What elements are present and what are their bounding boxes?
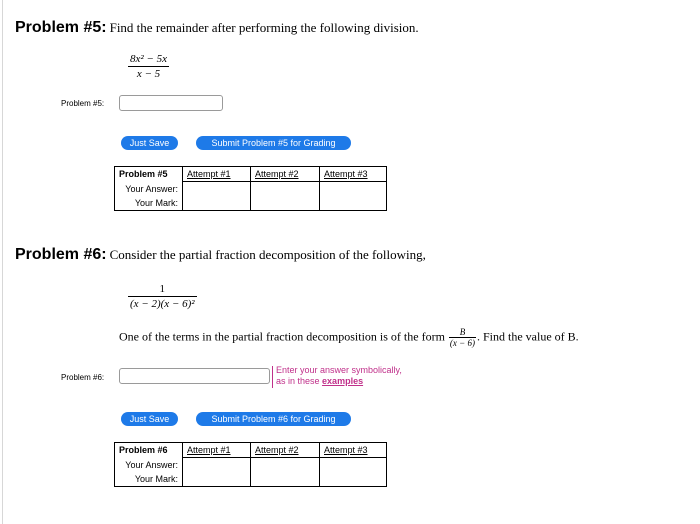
your-mark-label: Your Mark:	[115, 196, 183, 211]
attempt-2-cell	[251, 182, 320, 211]
statement-tail: . Find the value of B.	[476, 329, 579, 344]
hint-text: as in these	[276, 376, 320, 386]
problem-5-denominator: x − 5	[136, 68, 161, 80]
hint-line-1: Enter your answer symbolically,	[276, 365, 402, 375]
problem-6-just-save-button[interactable]: Just Save	[121, 412, 178, 426]
hint-divider	[272, 366, 273, 388]
problem-5-label: Problem #5:	[61, 99, 105, 108]
problem-6-attempts-table	[114, 442, 387, 487]
problem-6-submit-button[interactable]: Submit Problem #6 for Grading	[196, 412, 351, 426]
problem-6-expression	[128, 283, 197, 310]
examples-link[interactable]: examples	[322, 376, 364, 386]
attempt-1-cell	[183, 458, 251, 487]
table-header-problem: Problem #6	[115, 443, 183, 458]
problem-6-denominator: (x − 2)(x − 6)²	[130, 298, 195, 310]
problem-5-heading	[15, 19, 419, 37]
attempt-3-cell	[320, 458, 387, 487]
attempt-3-link[interactable]: Attempt #3	[320, 167, 387, 182]
statement-text: One of the terms in the partial fraction decomposition is of the form	[119, 329, 445, 344]
attempt-3-cell	[320, 182, 387, 211]
attempt-1-link[interactable]: Attempt #1	[183, 443, 251, 458]
answer-hint	[276, 365, 402, 387]
hint-line-2	[276, 376, 402, 387]
form-numerator: B	[459, 327, 466, 337]
attempt-1-link[interactable]: Attempt #1	[183, 167, 251, 182]
form-fraction	[449, 327, 476, 348]
your-mark-label: Your Mark:	[115, 472, 183, 487]
problem-5-submit-button[interactable]: Submit Problem #5 for Grading	[196, 136, 351, 150]
problem-5-description: Find the remainder after performing the following division.	[109, 20, 419, 35]
form-denominator: (x − 6)	[449, 338, 475, 348]
problem-5-just-save-button[interactable]: Just Save	[121, 136, 178, 150]
problem-6-description: Consider the partial fraction decomposition of the following,	[109, 247, 426, 262]
left-border	[2, 0, 3, 524]
problem-6-title: Problem #6:	[15, 246, 107, 263]
problem-5-numerator: 8x² − 5x	[130, 53, 167, 65]
your-answer-label: Your Answer:	[115, 182, 183, 196]
problem-6-statement	[119, 327, 579, 348]
problem-6-numerator: 1	[159, 283, 166, 295]
problem-6-answer-input[interactable]	[119, 368, 270, 384]
problem-5-attempts-table	[114, 166, 387, 211]
attempt-3-link[interactable]: Attempt #3	[320, 443, 387, 458]
problem-5-answer-input[interactable]	[119, 95, 223, 111]
attempt-2-cell	[251, 458, 320, 487]
problem-5-expression	[128, 53, 169, 80]
your-answer-label: Your Answer:	[115, 458, 183, 472]
table-header-problem: Problem #5	[115, 167, 183, 182]
problem-6-heading	[15, 246, 426, 264]
attempt-2-link[interactable]: Attempt #2	[251, 167, 320, 182]
attempt-1-cell	[183, 182, 251, 211]
problem-5-title: Problem #5:	[15, 19, 107, 36]
problem-6-label: Problem #6:	[61, 373, 105, 382]
attempt-2-link[interactable]: Attempt #2	[251, 443, 320, 458]
